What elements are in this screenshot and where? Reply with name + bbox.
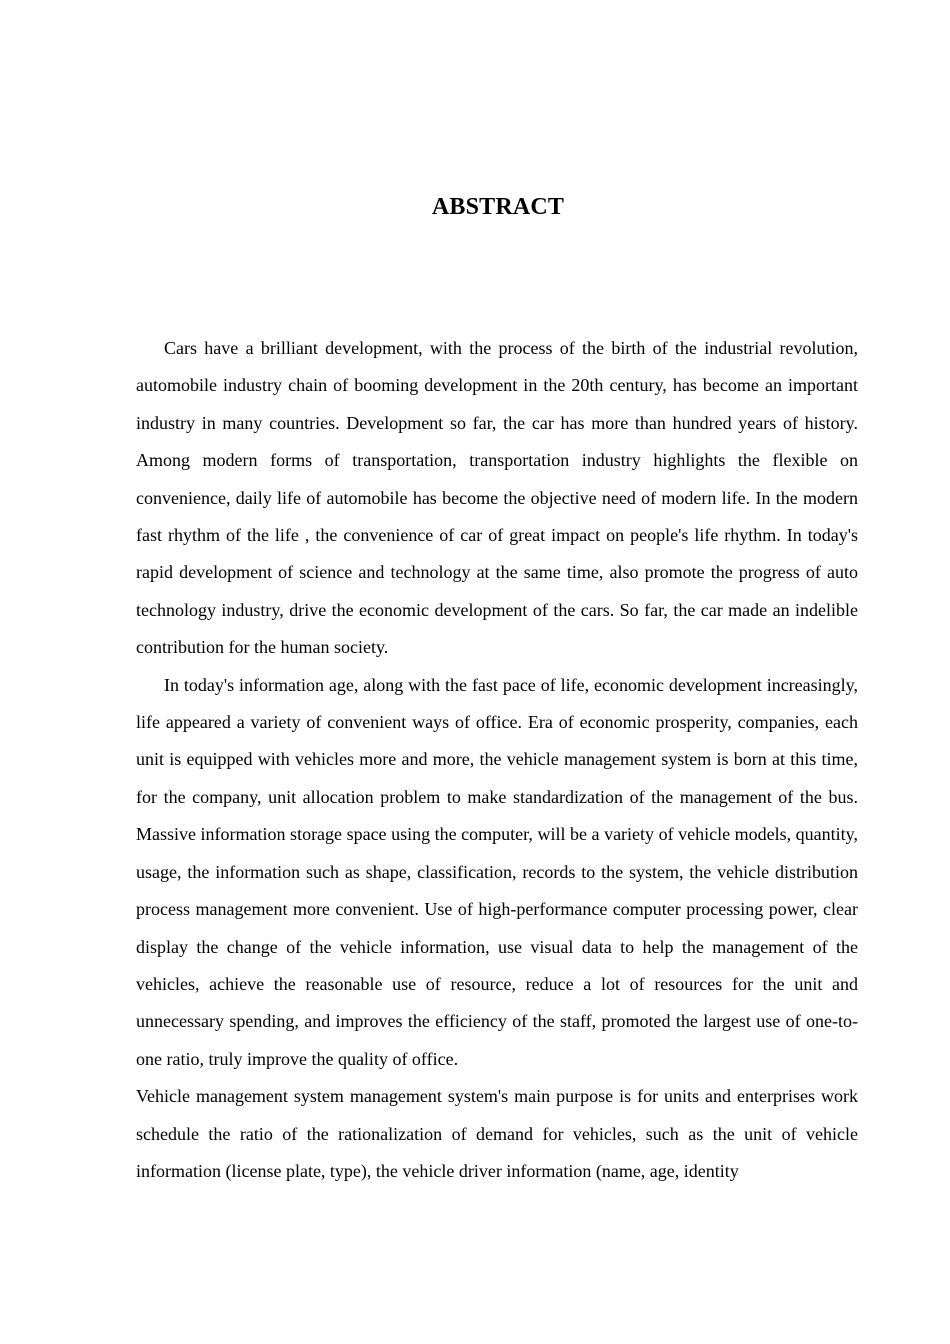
paragraph-1: Cars have a brilliant development, with the process of the birth of the industrial revolution, automobile industry chain of booming development in the 20th century, has become an important industry in many countries. Development so far, the car has more than hundred years of history. Among modern forms of transportation, transportation industry highlights the flexible on convenience, daily life of automobile has become the objective need of modern life. In the modern fast rhythm of the life , the convenience of car of great impact on people's life rhythm. In today's rapid development of science and technology at the same time, also promote the progress of auto technology industry, drive the economic development of the cars. So far, the car made an indelible contribution for the human society. [136,338,858,658]
paragraph-3: Vehicle management system management system's main purpose is for units and enterprises work schedule the ratio of the rationalization of demand for vehicles, such as the unit of vehicle information (license plate, type), the vehicle driver information (name, age, identity [136,1086,858,1181]
abstract-title: ABSTRACT [431,194,565,220]
paragraph-2: In today's information age, along with the fast pace of life, economic development increasingly, life appeared a variety of convenient ways of office. Era of economic prosperity, companies, each unit is equipped with vehicles more and more, the vehicle management system is born at this time, for the company, unit allocation problem to make standardization of the management of the bus. Massive information storage space using the computer, will be a variety of vehicle models, quantity, usage, the information such as shape, classification, records to the system, the vehicle distribution process management more convenient. Use of high-performance computer processing power, clear display the change of the vehicle information, use visual data to help the management of the vehicles, achieve the reasonable use of resource, reduce a lot of resources for the unit and unnecessary spending, and improves the efficiency of the staff, promoted the largest use of one-to-one ratio, truly improve the quality of office. [136,674,858,1069]
abstract-body [136,330,858,1190]
